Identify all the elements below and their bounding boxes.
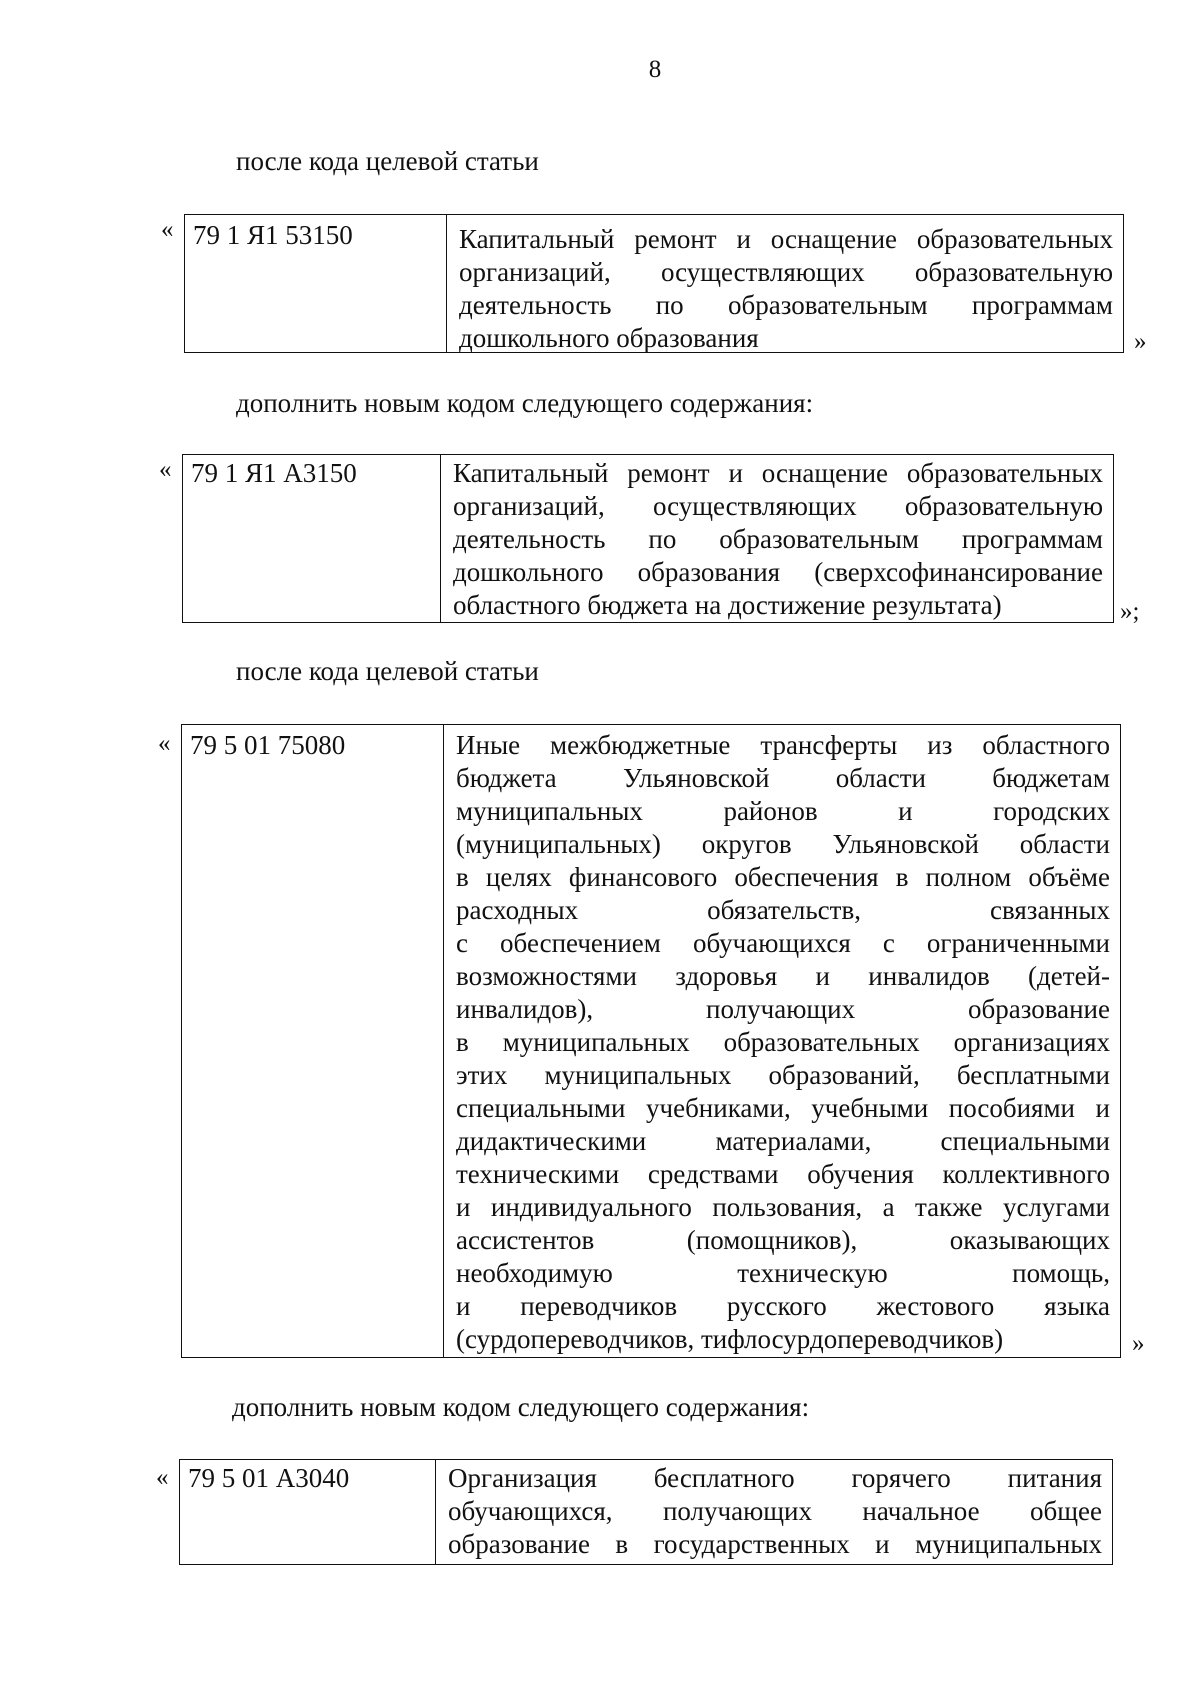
- target-code: 79 1 Я1 А3150: [191, 458, 357, 488]
- paragraph-add-code-1: дополнить новым кодом следующего содержания:: [236, 388, 814, 418]
- description-line: организаций, осуществляющих образовательную: [459, 257, 1113, 287]
- description-line: и индивидуального пользования, а также услугами: [456, 1192, 1110, 1222]
- description-line: необходимую техническую помощь,: [456, 1258, 1110, 1288]
- description-line: возможностями здоровья и инвалидов (детей-: [456, 961, 1110, 991]
- description-line: деятельность по образовательным программам: [453, 524, 1103, 554]
- description-line: с обеспечением обучающихся с ограниченными: [456, 928, 1110, 958]
- open-quote: «: [161, 216, 174, 243]
- open-quote: «: [158, 730, 171, 757]
- description-line: (муниципальных) округов Ульяновской области: [456, 829, 1110, 859]
- description-line: дошкольного образования (сверхсофинансирование: [453, 557, 1103, 587]
- description-line: муниципальных районов и городских: [456, 796, 1110, 826]
- description-line: Иные межбюджетные трансферты из областного: [456, 730, 1110, 760]
- description-cell: [436, 1460, 1112, 1564]
- code-cell: [185, 215, 447, 352]
- description-cell: [447, 215, 1123, 352]
- description-line: расходных обязательств, связанных: [456, 895, 1110, 925]
- description-cell: [441, 455, 1113, 622]
- description-line: в муниципальных образовательных организациях: [456, 1027, 1110, 1057]
- description-line: и переводчиков русского жестового языка: [456, 1291, 1110, 1321]
- paragraph-after-code-2: после кода целевой статьи: [236, 656, 539, 686]
- target-code: 79 1 Я1 53150: [193, 220, 353, 250]
- open-quote: «: [159, 456, 172, 483]
- description-line: ассистентов (помощников), оказывающих: [456, 1225, 1110, 1255]
- description-line: образование в государственных и муниципальных: [448, 1529, 1102, 1559]
- description-line: дошкольного образования: [459, 323, 759, 353]
- code-cell: [183, 455, 441, 622]
- description-line: в целях финансового обеспечения в полном объёме: [456, 862, 1110, 892]
- description-line: инвалидов), получающих образование: [456, 994, 1110, 1024]
- description-line: бюджета Ульяновской области бюджетам: [456, 763, 1110, 793]
- description-line: обучающихся, получающих начальное общее: [448, 1496, 1102, 1526]
- description-line: этих муниципальных образований, бесплатными: [456, 1060, 1110, 1090]
- description-line: Капитальный ремонт и оснащение образовательных: [459, 224, 1113, 254]
- description-line: Капитальный ремонт и оснащение образовательных: [453, 458, 1103, 488]
- description-line: Организация бесплатного горячего питания: [448, 1463, 1102, 1493]
- target-code: 79 5 01 А3040: [188, 1463, 350, 1493]
- description-line: техническими средствами обучения коллективного: [456, 1159, 1110, 1189]
- description-line: областного бюджета на достижение результата): [453, 590, 1002, 620]
- target-code: 79 5 01 75080: [190, 730, 346, 760]
- close-quote: »: [1134, 328, 1147, 355]
- code-table: [179, 1459, 1113, 1565]
- open-quote: «: [156, 1464, 169, 1491]
- paragraph-add-code-2: дополнить новым кодом следующего содержания:: [232, 1392, 810, 1422]
- description-line: деятельность по образовательным программам: [459, 290, 1113, 320]
- description-cell: [444, 725, 1120, 1357]
- code-cell: [182, 725, 444, 1357]
- description-line: дидактическими материалами, специальными: [456, 1126, 1110, 1156]
- code-table: [184, 214, 1124, 353]
- description-line: специальными учебниками, учебными пособиями и: [456, 1093, 1110, 1123]
- code-table: [181, 724, 1121, 1358]
- description-line: организаций, осуществляющих образовательную: [453, 491, 1103, 521]
- page-number: 8: [648, 56, 662, 83]
- close-quote: »: [1132, 1330, 1145, 1357]
- code-table: [182, 454, 1114, 623]
- code-cell: [180, 1460, 436, 1564]
- close-quote-semicolon: »;: [1120, 598, 1140, 625]
- description-line: (сурдопереводчиков, тифлосурдопереводчиков): [456, 1324, 1004, 1354]
- paragraph-after-code-1: после кода целевой статьи: [236, 146, 539, 176]
